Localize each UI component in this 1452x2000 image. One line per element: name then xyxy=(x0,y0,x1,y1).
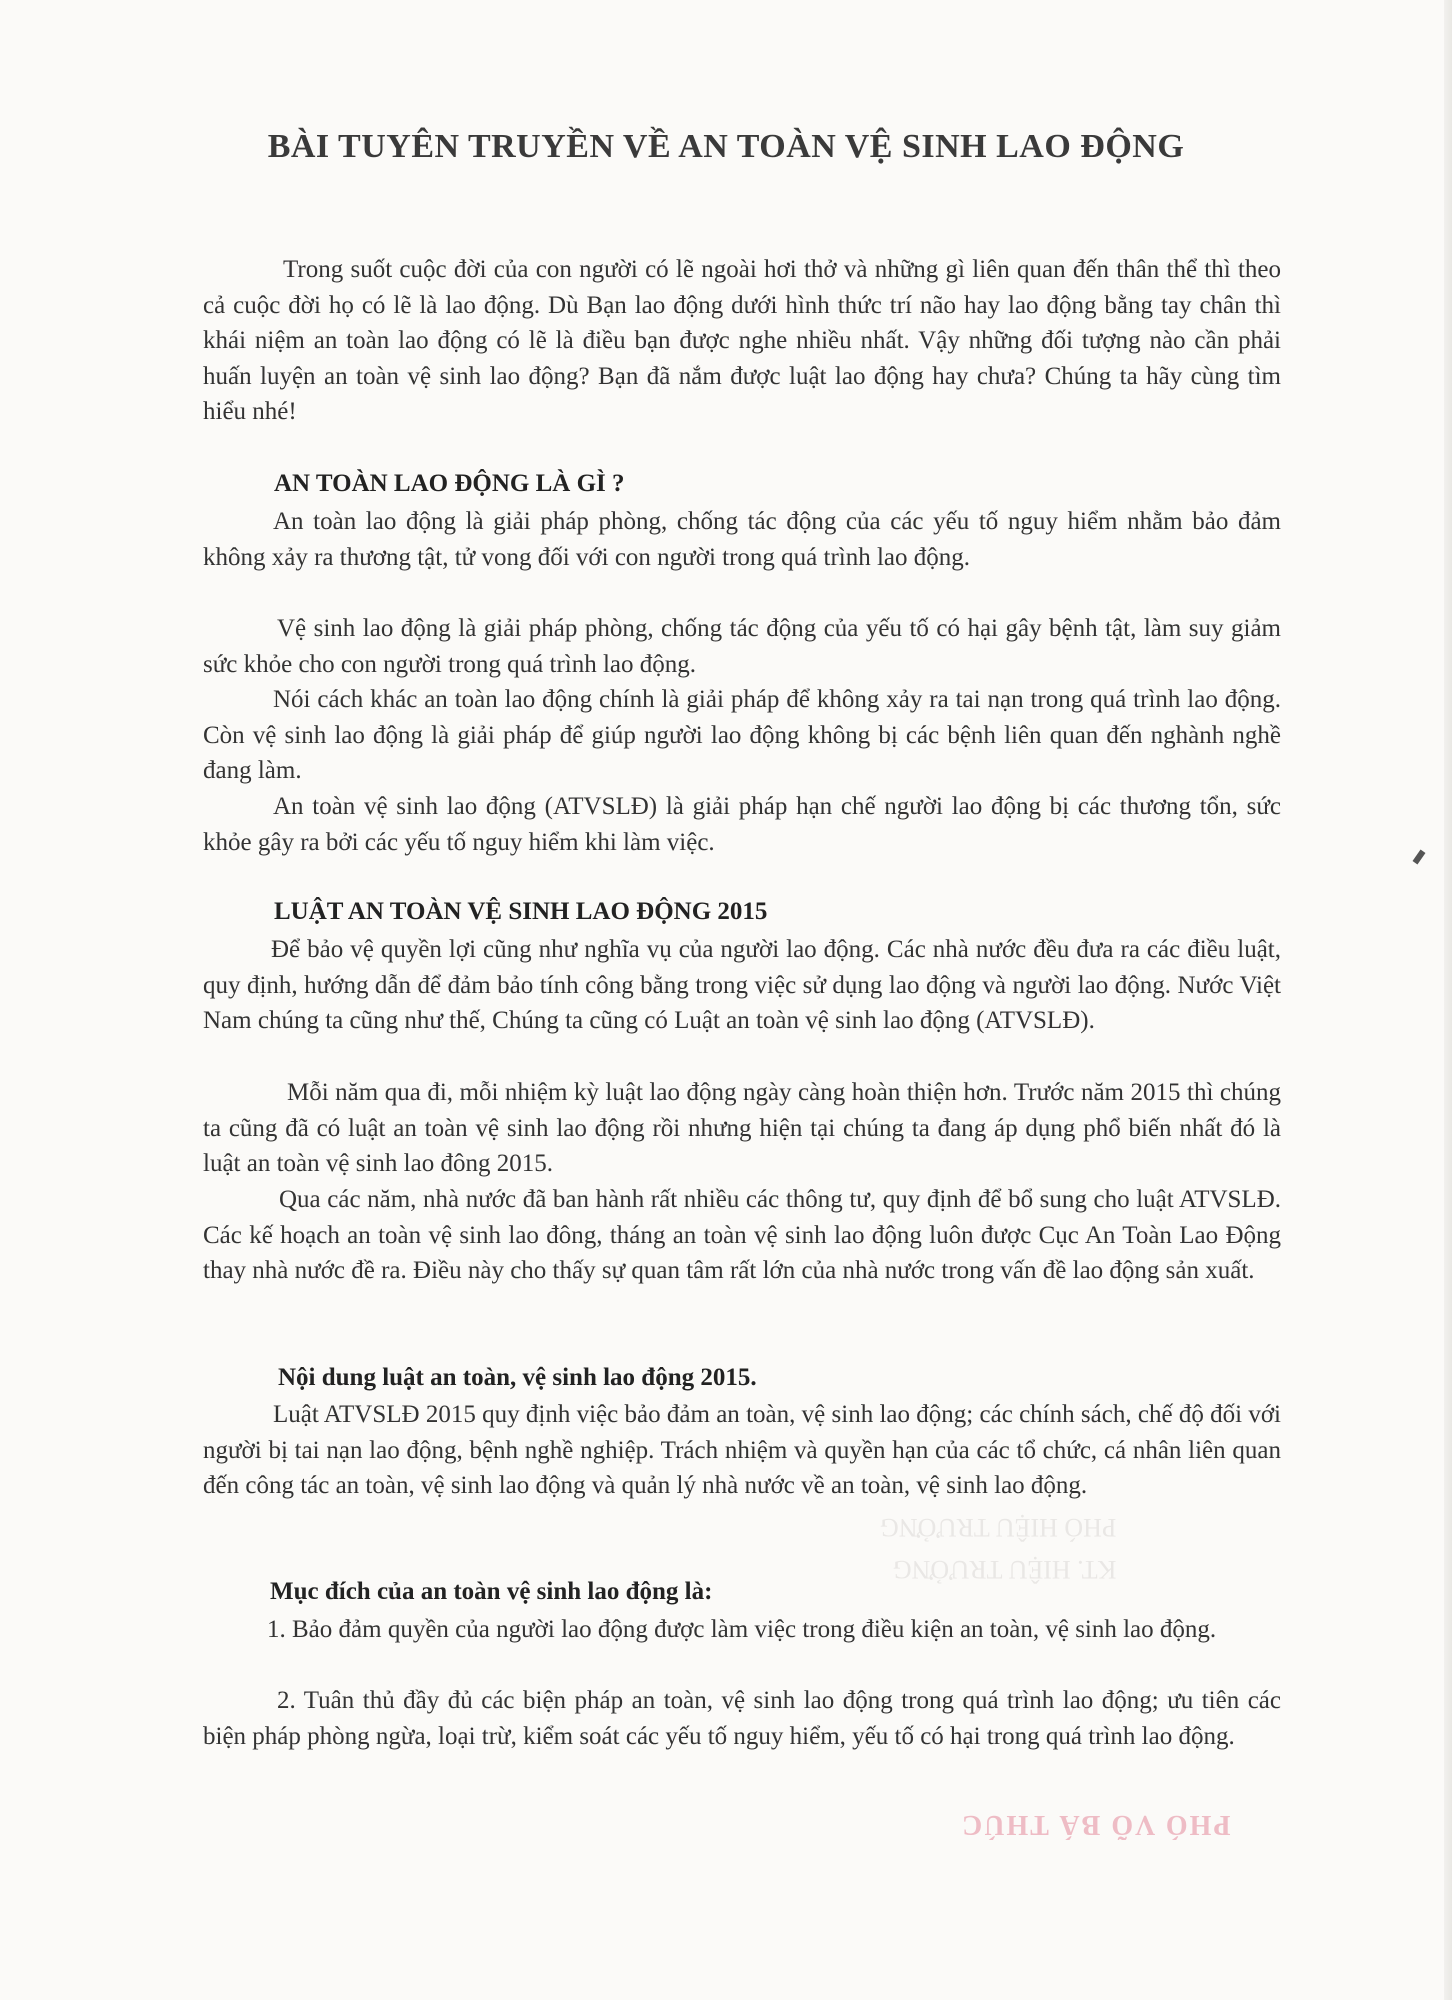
section1-paragraph-2 xyxy=(203,611,1281,682)
section2-paragraph-1 xyxy=(203,932,1281,1039)
section3-p1-text: Luật ATVSLĐ 2015 quy định việc bảo đảm an toàn, vệ sinh lao động; các chính sách, chế độ đối với người bị tai nạn lao động, bệnh nghề nghiệp. Trách nhiệm và quyền hạn của các tổ chức, cá nhân liên quan đến công tác an toàn, vệ sinh lao động và quản lý nhà nước về an toàn, vệ sinh lao động. xyxy=(203,1401,1281,1499)
section2-p1-text: Để bảo vệ quyền lợi cũng như nghĩa vụ của người lao động. Các nhà nước đều đưa ra các điều luật, quy định, hướng dẫn để đảm bảo tính công bằng trong việc sử dụng lao động và người lao động. Nước Việt Nam chúng ta cũng như thế, Chúng ta cũng có Luật an toàn vệ sinh lao động (ATVSLĐ). xyxy=(203,936,1281,1034)
section1-p1-text: An toàn lao động là giải pháp phòng, chống tác động của các yếu tố nguy hiểm nhằm bảo đảm không xảy ra thương tật, tử vong đối với con người trong quá trình lao động. xyxy=(203,508,1281,571)
section2-p2-text: Mỗi năm qua đi, mỗi nhiệm kỳ luật lao động ngày càng hoàn thiện hơn. Trước năm 2015 thì chúng ta cũng đã có luật an toàn vệ sinh lao động rồi nhưng hiện tại chúng ta đang áp dụng phổ biến nhất đó là luật an toàn vệ sinh lao đông 2015. xyxy=(203,1079,1281,1177)
document-title: BÀI TUYÊN TRUYỀN VỀ AN TOÀN VỆ SINH LAO ĐỘNG xyxy=(267,128,1185,165)
section-heading-purpose: Mục đích của an toàn vệ sinh lao động là: xyxy=(270,1578,713,1605)
section1-p2-text: Vệ sinh lao động là giải pháp phòng, chống tác động của yếu tố có hại gây bệnh tật, làm suy giảm sức khỏe cho con người trong quá trình lao động. xyxy=(203,615,1281,678)
section-heading-what-is-safety: AN TOÀN LAO ĐỘNG LÀ GÌ ? xyxy=(274,470,625,497)
scan-edge xyxy=(1444,0,1452,2000)
signature-stamp: PHÓ VÕ BÁ THÚC xyxy=(960,1809,1231,1840)
faded-stamp xyxy=(880,1506,1116,1590)
section1-p3-text: Nói cách khác an toàn lao động chính là giải pháp để không xảy ra tai nạn trong quá trình lao động. Còn vệ sinh lao động là giải pháp để giúp người lao động không bị các bệnh liên quan đến nghành nghề đang làm. xyxy=(203,686,1281,784)
faded-stamp-line-2: PHÓ HIỆU TRƯỞNG xyxy=(880,1513,1117,1542)
section1-paragraph-4 xyxy=(203,789,1281,860)
section2-paragraph-2 xyxy=(203,1075,1281,1182)
section-heading-law-2015: LUẬT AN TOÀN VỆ SINH LAO ĐỘNG 2015 xyxy=(274,898,768,925)
section2-paragraph-3 xyxy=(203,1182,1281,1289)
intro-paragraph xyxy=(203,252,1281,430)
section-heading-law-content: Nội dung luật an toàn, vệ sinh lao động 2015. xyxy=(278,1364,757,1391)
section2-p3-text: Qua các năm, nhà nước đã ban hành rất nhiều các thông tư, quy định để bổ sung cho luật ATVSLĐ. Các kế hoạch an toàn vệ sinh lao đông, tháng an toàn vệ sinh lao động luôn được Cục An Toàn Lao Động thay nhà nước đề ra. Điều này cho thấy sự quan tâm rất lớn của nhà nước trong vấn đề lao động sản xuất. xyxy=(203,1186,1281,1284)
scan-mark xyxy=(1413,850,1426,865)
purpose-item-2 xyxy=(203,1683,1281,1754)
purpose-item-2-text: 2. Tuân thủ đầy đủ các biện pháp an toàn, vệ sinh lao động trong quá trình lao động; ưu tiên các biện pháp phòng ngừa, loại trừ, kiểm soát các yếu tố nguy hiểm, yếu tố có hại trong quá trình lao động. xyxy=(203,1687,1281,1750)
section1-paragraph-1 xyxy=(203,504,1281,575)
section1-p4-text: An toàn vệ sinh lao động (ATVSLĐ) là giải pháp hạn chế người lao động bị các thương tổn, sức khỏe gây ra bởi các yếu tố nguy hiểm khi làm việc. xyxy=(203,793,1281,856)
purpose-item-1-text: 1. Bảo đảm quyền của người lao động được làm việc trong điều kiện an toàn, vệ sinh lao động. xyxy=(267,1616,1217,1643)
section3-paragraph-1 xyxy=(203,1397,1281,1504)
faded-stamp-line-1: KT. HIỆU TRƯỞNG xyxy=(892,1555,1117,1584)
purpose-item-1 xyxy=(203,1612,1281,1648)
section1-paragraph-3 xyxy=(203,682,1281,789)
intro-text: Trong suốt cuộc đời của con người có lẽ ngoài hơi thở và những gì liên quan đến thân thể thì theo cả cuộc đời họ có lẽ là lao động. Dù Bạn lao động dưới hình thức trí não hay lao động bằng tay chân thì khái niệm an toàn lao động có lẽ là điều bạn được nghe nhiều nhất. Vậy những đối tượng nào cần phải huấn luyện an toàn vệ sinh lao động? Bạn đã nắm được luật lao động hay chưa? Chúng ta hãy cùng tìm hiểu nhé! xyxy=(203,256,1281,425)
